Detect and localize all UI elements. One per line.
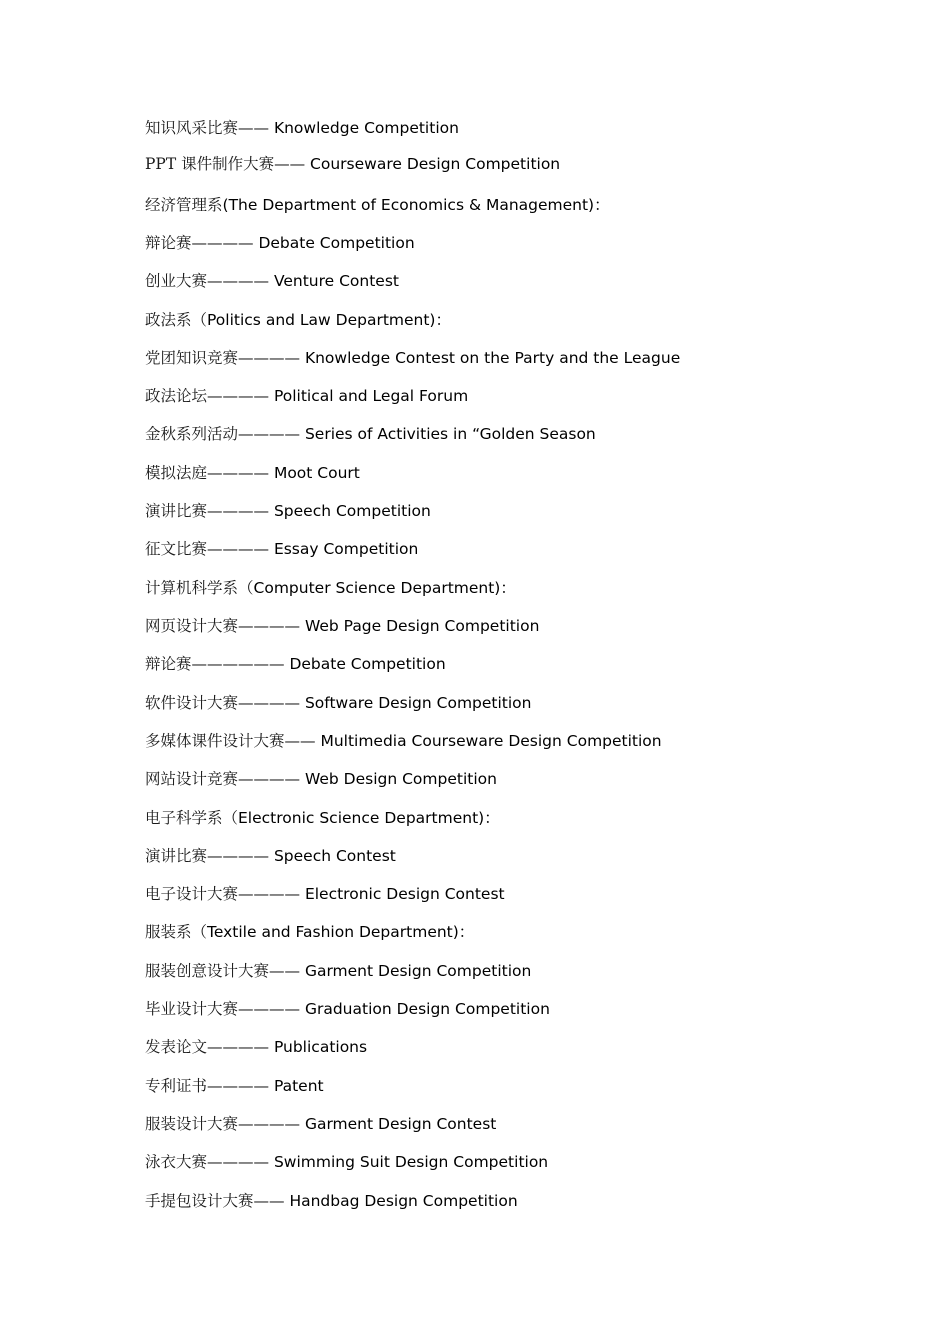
english-text: Series of Activities in “Golden Season	[300, 425, 596, 443]
list-item	[145, 959, 531, 983]
chinese-text: 政法论坛————	[145, 387, 270, 405]
list-item	[145, 882, 505, 906]
list-item	[145, 691, 532, 715]
chinese-text: 专利证书————	[145, 1077, 270, 1095]
chinese-text: 电子设计大赛————	[145, 885, 301, 903]
list-item	[145, 152, 560, 176]
chinese-text: 服装系（	[145, 923, 208, 941]
english-text: Textile and Fashion Department)：	[207, 923, 475, 941]
list-item	[145, 1150, 548, 1174]
english-text: Essay Competition	[269, 540, 419, 558]
english-text: Computer Science Department)：	[253, 579, 516, 597]
list-item	[145, 729, 662, 753]
list-item	[145, 346, 680, 370]
english-text: Web Design Competition	[300, 770, 497, 788]
chinese-text: 征文比赛————	[145, 540, 270, 558]
section-heading	[145, 920, 474, 944]
chinese-text: 金秋系列活动————	[145, 425, 301, 443]
chinese-text: 软件设计大赛————	[145, 694, 301, 712]
chinese-text: 发表论文————	[145, 1038, 270, 1056]
english-text: Electronic Design Contest	[300, 885, 505, 903]
english-text: Handbag Design Competition	[284, 1192, 518, 1210]
chinese-text: PPT 课件制作大赛——	[145, 155, 306, 173]
chinese-text: 政法系（	[145, 311, 208, 329]
english-text: Venture Contest	[269, 272, 399, 290]
list-item	[145, 269, 399, 293]
english-text: Debate Competition	[253, 234, 415, 252]
list-item	[145, 614, 539, 638]
chinese-text: 演讲比赛————	[145, 847, 270, 865]
section-heading	[145, 193, 610, 217]
english-text: Garment Design Contest	[300, 1115, 497, 1133]
chinese-text: 泳衣大赛————	[145, 1153, 270, 1171]
chinese-text: 计算机科学系（	[145, 579, 254, 597]
english-text: Moot Court	[269, 464, 360, 482]
chinese-text: 网页设计大赛————	[145, 617, 301, 635]
list-item	[145, 384, 468, 408]
english-text: Software Design Competition	[300, 694, 532, 712]
chinese-text: 演讲比赛————	[145, 502, 270, 520]
list-item	[145, 1112, 496, 1136]
chinese-text: 知识风采比赛——	[145, 119, 270, 137]
chinese-text: 辩论赛——————	[145, 655, 285, 673]
chinese-text: 网站设计竞赛————	[145, 770, 301, 788]
list-item	[145, 1074, 324, 1098]
chinese-text: 电子科学系（	[145, 809, 239, 827]
section-heading	[145, 308, 451, 332]
english-text: Politics and Law Department)：	[207, 311, 451, 329]
chinese-text: 党团知识竞赛————	[145, 349, 301, 367]
english-text: Garment Design Competition	[300, 962, 532, 980]
list-item	[145, 422, 596, 446]
chinese-text: 服装创意设计大赛——	[145, 962, 301, 980]
section-heading	[145, 576, 516, 600]
chinese-text: 辩论赛————	[145, 234, 254, 252]
chinese-text: 手提包设计大赛——	[145, 1192, 285, 1210]
english-text: Web Page Design Competition	[300, 617, 540, 635]
english-text: Patent	[269, 1077, 324, 1095]
list-item	[145, 231, 415, 255]
english-text: Knowledge Contest on the Party and the League	[300, 349, 681, 367]
list-item	[145, 1189, 518, 1213]
list-item	[145, 537, 418, 561]
list-item	[145, 116, 459, 140]
list-item	[145, 844, 396, 868]
list-item	[145, 461, 360, 485]
english-text: Publications	[269, 1038, 368, 1056]
english-text: (The Department of Economics & Management)：	[222, 196, 610, 214]
chinese-text: 经济管理系	[145, 196, 223, 214]
english-text: Multimedia Courseware Design Competition	[315, 732, 662, 750]
list-item	[145, 767, 497, 791]
english-text: Courseware Design Competition	[305, 155, 561, 173]
english-text: Knowledge Competition	[269, 119, 459, 137]
english-text: Electronic Science Department)：	[238, 809, 500, 827]
list-item	[145, 499, 431, 523]
list-item	[145, 652, 446, 676]
chinese-text: 毕业设计大赛————	[145, 1000, 301, 1018]
list-item	[145, 997, 550, 1021]
english-text: Speech Competition	[269, 502, 431, 520]
english-text: Political and Legal Forum	[269, 387, 469, 405]
english-text: Speech Contest	[269, 847, 396, 865]
chinese-text: 模拟法庭————	[145, 464, 270, 482]
english-text: Debate Competition	[284, 655, 446, 673]
chinese-text: 创业大赛————	[145, 272, 270, 290]
english-text: Graduation Design Competition	[300, 1000, 550, 1018]
list-item	[145, 1035, 367, 1059]
section-heading	[145, 806, 500, 830]
chinese-text: 多媒体课件设计大赛——	[145, 732, 316, 750]
english-text: Swimming Suit Design Competition	[269, 1153, 549, 1171]
chinese-text: 服装设计大赛————	[145, 1115, 301, 1133]
